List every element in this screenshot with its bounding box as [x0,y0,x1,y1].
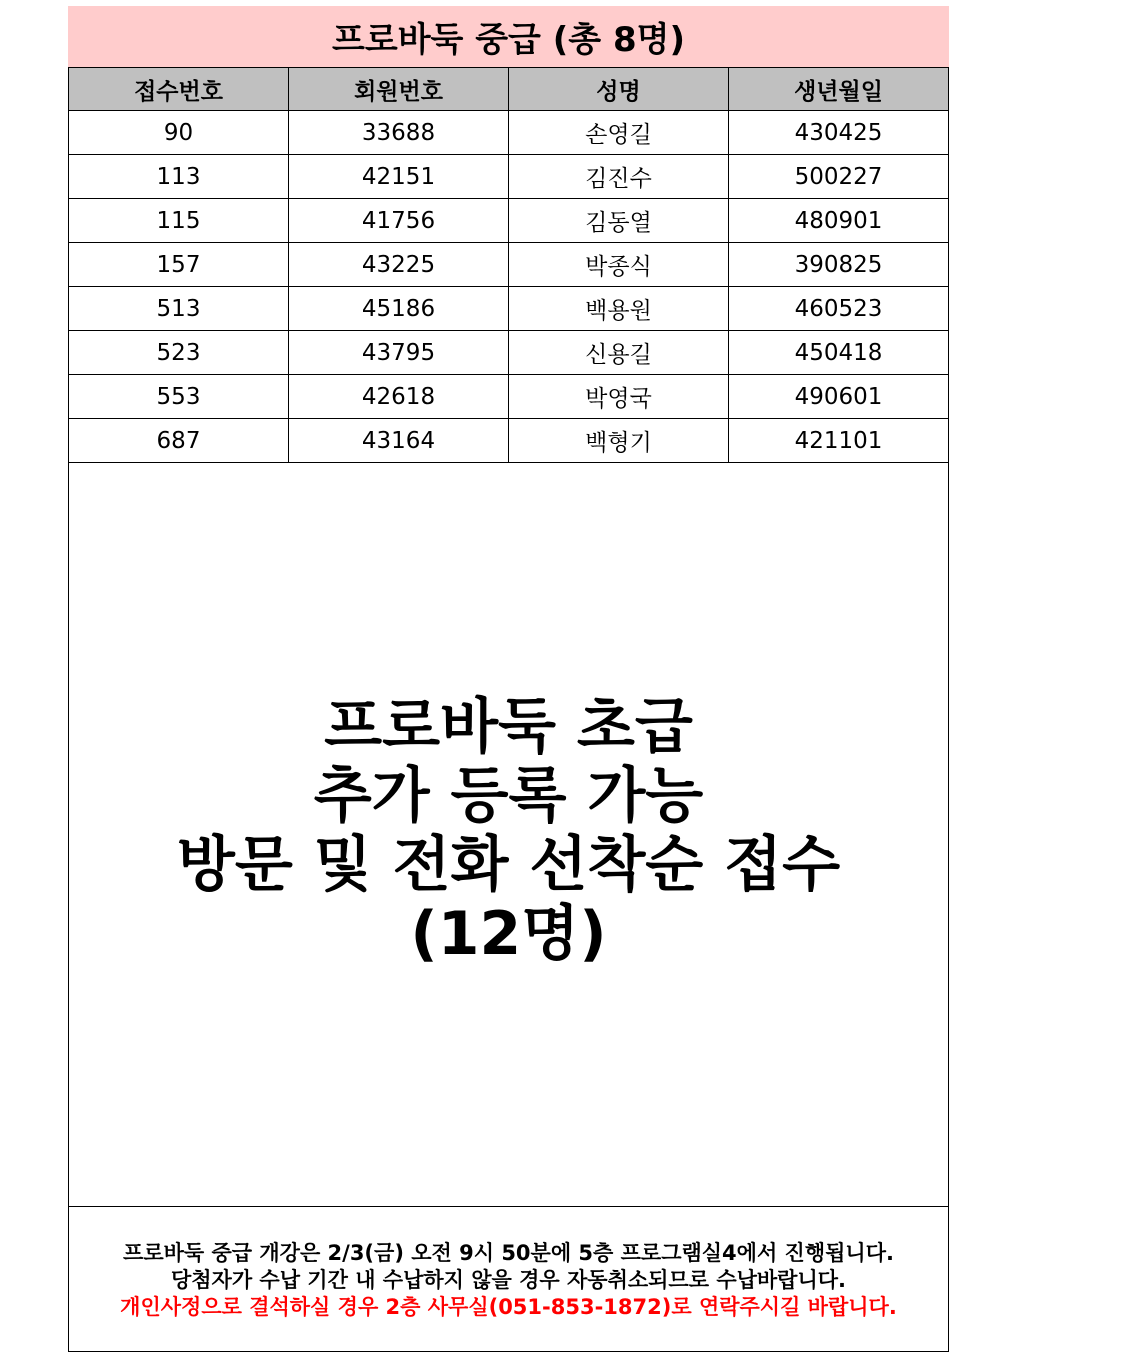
notice-line: 프로바둑 중급 개강은 2/3(금) 오전 9시 50분에 5층 프로그램실4에서 진행됩니다. [123,1241,894,1265]
notice-text [69,1240,948,1321]
table-row [69,243,949,287]
notice-warning-line: 개인사정으로 결석하실 경우 2층 사무실(051-853-1872)로 연락주시길 바랍니다. [120,1295,897,1319]
announcement-line: 프로바둑 초급 [324,692,693,762]
cell-name: 박영국 [509,375,729,419]
announcement-box [68,461,949,1352]
table-row [69,111,949,155]
notice-sheet [68,6,949,1352]
cell-application-number: 523 [69,331,289,375]
cell-birthdate: 421101 [729,419,949,463]
header-member-number: 회원번호 [289,68,509,111]
table-row [69,199,949,243]
header-birthdate: 생년월일 [729,68,949,111]
cell-application-number: 687 [69,419,289,463]
section-divider [69,1206,948,1207]
cell-application-number: 553 [69,375,289,419]
cell-name: 김진수 [509,155,729,199]
beginner-class-announcement [69,693,948,969]
cell-birthdate: 450418 [729,331,949,375]
table-row [69,419,949,463]
announcement-line: 방문 및 전화 선착순 접수 [176,830,841,900]
notice-line: 당첨자가 수납 기간 내 수납하지 않을 경우 자동취소되므로 수납바랍니다. [170,1268,847,1292]
cell-member-number: 45186 [289,287,509,331]
table-header-row [69,68,949,111]
cell-member-number: 43225 [289,243,509,287]
cell-member-number: 42618 [289,375,509,419]
cell-birthdate: 430425 [729,111,949,155]
cell-member-number: 33688 [289,111,509,155]
roster-table [68,67,949,463]
cell-member-number: 43164 [289,419,509,463]
cell-application-number: 113 [69,155,289,199]
cell-application-number: 90 [69,111,289,155]
cell-name: 손영길 [509,111,729,155]
cell-name: 김동열 [509,199,729,243]
announcement-line: (12명) [410,899,607,969]
table-row [69,287,949,331]
cell-birthdate: 500227 [729,155,949,199]
cell-birthdate: 390825 [729,243,949,287]
cell-name: 백형기 [509,419,729,463]
table-row [69,375,949,419]
cell-birthdate: 460523 [729,287,949,331]
cell-member-number: 42151 [289,155,509,199]
cell-application-number: 157 [69,243,289,287]
table-row [69,155,949,199]
cell-birthdate: 490601 [729,375,949,419]
cell-application-number: 115 [69,199,289,243]
announcement-line: 추가 등록 가능 [313,761,704,831]
cell-birthdate: 480901 [729,199,949,243]
table-row [69,331,949,375]
cell-member-number: 41756 [289,199,509,243]
cell-name: 신용길 [509,331,729,375]
cell-name: 백용원 [509,287,729,331]
cell-application-number: 513 [69,287,289,331]
page-title: 프로바둑 중급 (총 8명) [68,6,949,67]
header-name: 성명 [509,68,729,111]
cell-member-number: 43795 [289,331,509,375]
header-application-number: 접수번호 [69,68,289,111]
cell-name: 박종식 [509,243,729,287]
